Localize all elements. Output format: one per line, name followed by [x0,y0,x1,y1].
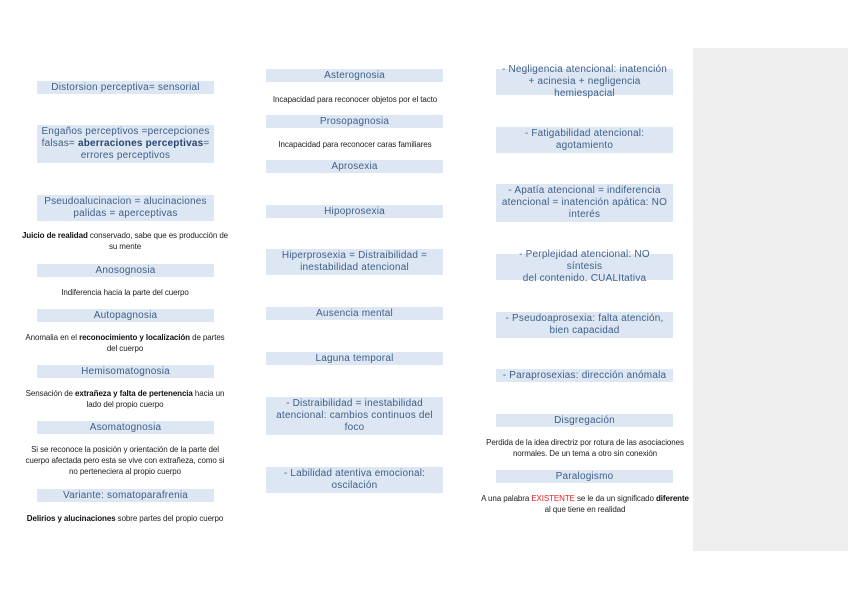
note-hemisomatognosia: Sensación de extrañeza y falta de pertenencia hacia un lado del propio cuerpo [25,389,225,409]
asterognosia-text: Asterognosia [324,69,385,81]
label-laguna [266,352,443,365]
variante-text: Variante: somatoparafrenia [62,489,189,501]
label-distraibilidad [266,397,443,435]
label-fatigabilidad [496,127,673,153]
autopagnosia-text: Autopagnosia [93,309,158,321]
hemisomatognosia-text: Hemisomatognosia [81,365,170,377]
label-hemisomatognosia [37,365,214,378]
hiperprosexia-line2: inestabilidad atencional [300,262,409,273]
laguna-text: Laguna temporal [315,352,394,364]
label-asterognosia [266,69,443,82]
paraprosexias-text: - Paraprosexias: dirección anómala [502,369,667,381]
ausencia-text: Ausencia mental [316,307,393,319]
label-autopagnosia [37,309,214,322]
fatigabilidad-line1: - Fatigabilidad atencional: [524,128,645,139]
prosopagnosia-text: Prosopagnosia [319,115,390,127]
pseudoaprosexia-line1: - Pseudoaprosexia: falta atención, [505,313,664,324]
distraibilidad-line1: - Distraibilidad = inestabilidad [286,398,423,409]
note-variante: Delirios y alucinaciones sobre partes del propio cuerpo [26,514,224,523]
enganos-line1: Engaños perceptivos =percepciones [41,126,210,137]
label-negligencia [496,64,673,99]
label-prosopagnosia [266,115,443,128]
disgregacion-text: Disgregación [554,414,615,426]
fatigabilidad-line2: agotamiento [555,140,614,151]
anosognosia-text: Anosognosia [95,264,156,276]
aprosexia-text: Aprosexia [331,160,378,172]
enganos-line3: errores perceptivos [80,150,171,161]
hiperprosexia-line1: Hiperprosexia = Distraibilidad = [281,250,428,261]
apatia-line2: atencional = inatención apática: NO [501,197,668,208]
negligencia-line2: + acinesia + negligencia hemiespacial [528,76,641,99]
labilidad-line1: - Labilidad atentiva emocional: [283,468,426,479]
paralogismo-text: Paralogismo [555,470,614,482]
note-paralogismo: A una palabra EXISTENTE se le da un significado diferente al que tiene en realidad [481,494,689,514]
label-hipoprosexia [266,205,443,218]
label-pseudoaprosexia [496,312,673,338]
note-asomatognosia: Si se reconoce la posición y orientación de la parte del cuerpo afectada pero esta se vive con extrañeza, como si no perteneciera al propio cuerpo [25,445,225,476]
hipoprosexia-text: Hipoprosexia [324,205,385,217]
label-distorsion [37,81,214,94]
perplejidad-line1: - Perplejidad atencional: NO síntesis [519,249,650,272]
label-apatia [496,184,673,222]
note-disgregacion: Perdida de la idea directriz por rotura de las asociaciones normales. De un tema a otro sin conexión [486,438,684,458]
label-aprosexia [266,160,443,173]
pseudo-line1: Pseudoalucinacion = alucinaciones [44,196,207,207]
distraibilidad-line3: foco [344,422,365,433]
note-autopagnosia: Anomalia en el reconocimiento y localización de partes del cuerpo [25,333,225,353]
pseudoaprosexia-line2: bien capacidad [549,325,620,336]
enganos-line2: falsas= aberraciones perceptivas= [41,138,210,149]
negligencia-line1: - Negligencia atencional: inatención [501,64,668,75]
label-variante [37,489,214,502]
side-panel [693,48,848,551]
apatia-line1: - Apatía atencional = indiferencia [508,185,661,196]
existente-highlight: EXISTENTE [531,494,575,503]
label-distorsion-text: Distorsion perceptiva= sensorial [51,81,200,93]
note-anosognosia: Indiferencia hacia la parte del cuerpo [61,288,189,297]
apatia-line3: interés [568,209,601,220]
note-juicio: Juicio de realidad conservado, sabe que es producción de su mente [21,231,229,251]
asomatognosia-text: Asomatognosia [89,421,162,433]
label-disgregacion [496,414,673,427]
label-hiperprosexia [266,249,443,275]
label-perplejidad [496,249,673,284]
distraibilidad-line2: atencional: cambios continuos del [276,410,433,421]
label-labilidad [266,467,443,493]
juicio-bold: Juicio de realidad [21,231,88,240]
label-ausencia [266,307,443,320]
note-asterognosia: Incapacidad para reconocer objetos por el tacto [272,95,438,104]
pseudo-line2: palidas = aperceptivas [73,208,178,219]
perplejidad-line2: del contenido. CUALItativa [522,273,647,284]
label-paraprosexias [496,369,673,382]
label-paralogismo [496,470,673,483]
note-prosopagnosia: Incapacidad para reconocer caras familiares [278,140,432,149]
label-asomatognosia [37,421,214,434]
label-pseudoalucinacion [37,195,214,221]
label-enganos [37,125,214,163]
enganos-bold: aberraciones perceptivas [77,138,204,149]
label-anosognosia [37,264,214,277]
labilidad-line2: oscilación [331,480,378,491]
